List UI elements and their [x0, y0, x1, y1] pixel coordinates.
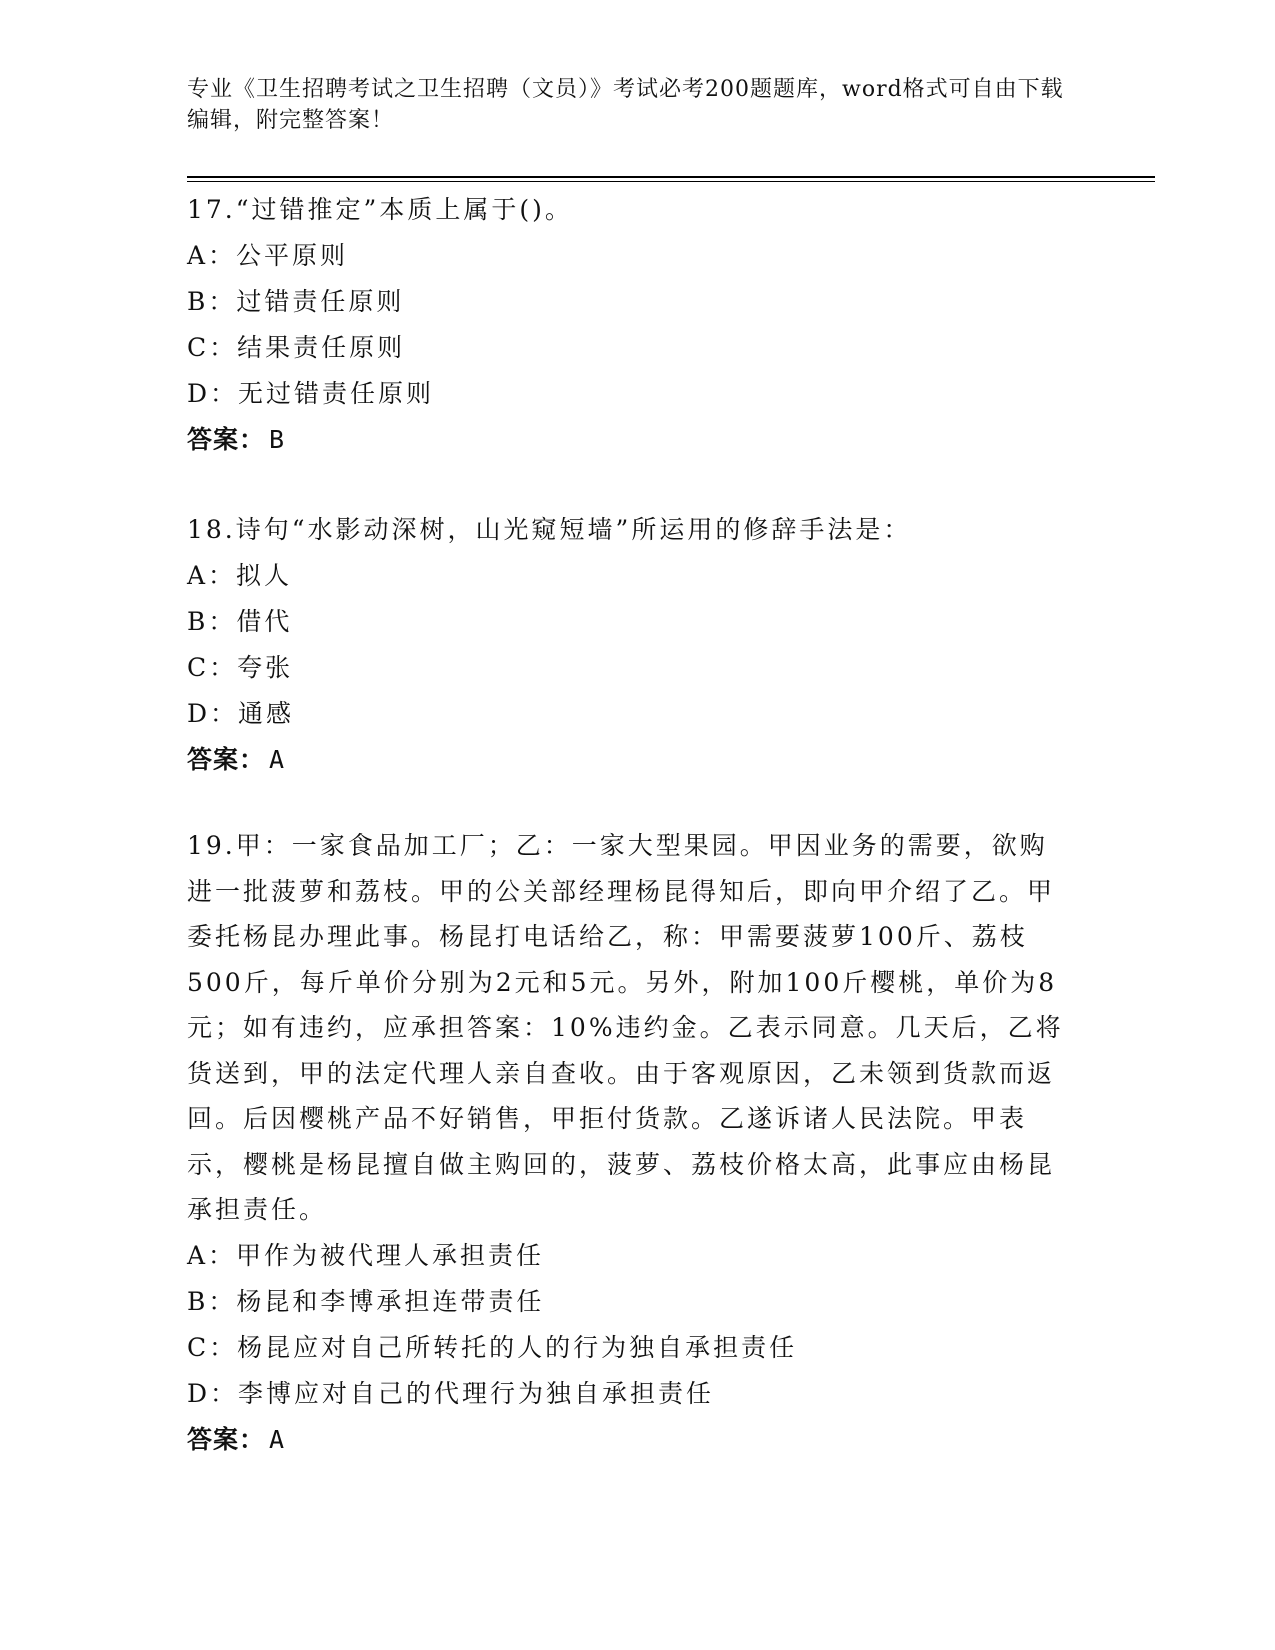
option-b: B：过错责任原则	[187, 287, 405, 316]
option-b: B：借代	[187, 607, 293, 636]
answer-line	[187, 417, 1087, 463]
option-c: C：夸张	[187, 653, 294, 682]
question-19	[187, 823, 1087, 1463]
option-b: B：杨昆和李博承担连带责任	[187, 1286, 545, 1316]
question-stem: 19.甲：一家食品加工厂；乙：一家大型果园。甲因业务的需要，欲购进一批菠萝和荔枝。甲的公关部经理杨昆得知后，即向甲介绍了乙。甲委托杨昆办理此事。杨昆打电话给乙，称：甲需要菠萝100斤、荔枝500斤，每斤单价分别为2元和5元。另外，附加100斤樱桃，单价为8元；如有违约，应承担答案：10%违约金。乙表示同意。几天后，乙将货送到，甲的法定代理人亲自查收。由于客观原因，乙未领到货款而返回。后因樱桃产品不好销售，甲拒付货款。乙遂诉诸人民法院。甲表示，樱桃是杨昆擅自做主购回的，菠萝、荔枝价格太高，此事应由杨昆承担责任。	[187, 831, 1064, 1224]
option-d: D：无过错责任原则	[187, 379, 435, 408]
question-stem: 18.诗句“水影动深树，山光窥短墙”所运用的修辞手法是：	[187, 515, 912, 544]
option-d: D：通感	[187, 699, 295, 728]
answer-line	[187, 1417, 1087, 1463]
header-divider-thick	[187, 176, 1155, 178]
option-a: A：公平原则	[187, 241, 349, 270]
answer-value: A	[269, 745, 286, 774]
header-divider-thin	[187, 181, 1155, 182]
option-a: A：拟人	[187, 561, 293, 590]
answer-value: B	[269, 425, 286, 454]
answer-value: A	[269, 1424, 286, 1454]
answer-label: 答案：	[187, 425, 266, 454]
answer-line	[187, 737, 1087, 783]
option-c: C：杨昆应对自己所转托的人的行为独自承担责任	[187, 1332, 798, 1362]
document-header: 专业《卫生招聘考试之卫生招聘（文员）》考试必考200题题库，word格式可自由下载编辑，附完整答案！	[187, 77, 1064, 133]
question-stem: 17.“过错推定”本质上属于()。	[187, 195, 573, 224]
answer-label: 答案：	[187, 1424, 266, 1454]
option-c: C：结果责任原则	[187, 333, 406, 362]
option-a: A：甲作为被代理人承担责任	[187, 1240, 545, 1270]
answer-label: 答案：	[187, 745, 266, 774]
option-d: D：李博应对自己的代理行为独自承担责任	[187, 1378, 715, 1408]
question-18	[187, 507, 1087, 783]
question-17	[187, 187, 1087, 463]
